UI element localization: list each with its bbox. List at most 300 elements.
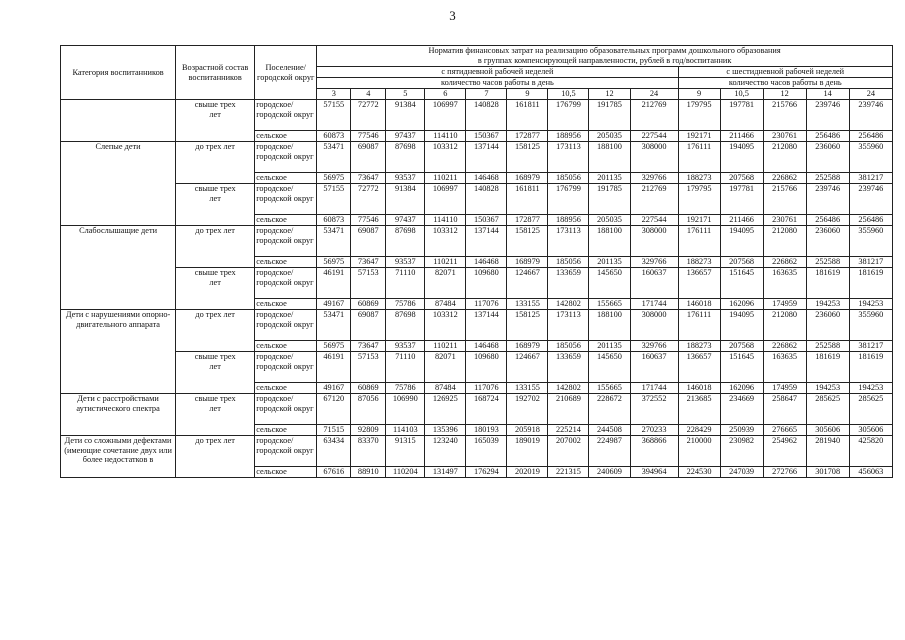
value-cell: 124667 [507,268,548,299]
value-cell: 173113 [548,226,589,257]
settlement-cell: городское/ городской округ [255,100,317,131]
value-cell: 103312 [425,226,466,257]
value-cell: 191785 [589,100,630,131]
value-cell: 207002 [548,436,589,467]
value-cell: 425820 [849,436,892,467]
value-cell: 155665 [589,299,630,310]
table-row [61,142,893,173]
value-cell: 136657 [678,352,720,383]
value-cell: 181619 [806,352,849,383]
value-cell: 188100 [589,226,630,257]
value-cell: 114110 [425,131,466,142]
value-cell: 224530 [678,467,720,478]
value-cell: 258647 [763,394,806,425]
value-cell: 91384 [386,184,425,215]
value-cell: 93537 [386,257,425,268]
value-cell: 163635 [763,268,806,299]
value-cell: 140828 [466,184,507,215]
value-cell: 168724 [466,394,507,425]
value-cell: 179795 [678,184,720,215]
value-cell: 46191 [317,352,351,383]
value-cell: 239746 [806,100,849,131]
value-cell: 226862 [763,341,806,352]
value-cell: 212080 [763,226,806,257]
value-cell: 256486 [806,131,849,142]
table-row [61,268,893,299]
value-cell: 162096 [720,383,763,394]
category-cell: Слабослышащие дети [61,226,176,310]
value-cell: 146468 [466,341,507,352]
hours-header-cell: 6 [425,89,466,100]
value-cell: 194253 [806,299,849,310]
value-cell: 114103 [386,425,425,436]
value-cell: 77546 [351,215,386,226]
value-cell: 75786 [386,383,425,394]
value-cell: 142802 [548,383,589,394]
value-cell: 285625 [806,394,849,425]
hours-header-cell: 14 [806,89,849,100]
value-cell: 252588 [806,341,849,352]
value-cell: 83370 [351,436,386,467]
value-cell: 72772 [351,184,386,215]
value-cell: 247039 [720,467,763,478]
settlement-cell: сельское [255,341,317,352]
value-cell: 239746 [806,184,849,215]
cost-norms-table [60,45,893,478]
value-cell: 174959 [763,299,806,310]
value-cell: 197781 [720,184,763,215]
value-cell: 87484 [425,299,466,310]
header-hours-six: количество часов работы в день [678,78,892,89]
value-cell: 73647 [351,173,386,184]
value-cell: 185056 [548,173,589,184]
table-row [61,184,893,215]
value-cell: 82071 [425,352,466,383]
value-cell: 137144 [466,226,507,257]
value-cell: 252588 [806,173,849,184]
value-cell: 110204 [386,467,425,478]
value-cell: 256486 [806,215,849,226]
value-cell: 49167 [317,299,351,310]
hours-header-cell: 7 [466,89,507,100]
value-cell: 234669 [720,394,763,425]
value-cell: 103312 [425,142,466,173]
value-cell: 372552 [630,394,678,425]
value-cell: 158125 [507,226,548,257]
value-cell: 176799 [548,100,589,131]
value-cell: 225214 [548,425,589,436]
value-cell: 168979 [507,341,548,352]
value-cell: 155665 [589,383,630,394]
value-cell: 146468 [466,257,507,268]
value-cell: 106997 [425,100,466,131]
value-cell: 92809 [351,425,386,436]
value-cell: 207568 [720,341,763,352]
value-cell: 110211 [425,173,466,184]
value-cell: 194095 [720,142,763,173]
value-cell: 194095 [720,226,763,257]
cost-table-wrapper [60,45,893,478]
value-cell: 97437 [386,131,425,142]
value-cell: 145650 [589,268,630,299]
value-cell: 133155 [507,383,548,394]
value-cell: 205918 [507,425,548,436]
category-cell: Дети с нарушениями опорно-двигательного аппарата [61,310,176,394]
hours-header-cell: 24 [849,89,892,100]
value-cell: 110211 [425,341,466,352]
settlement-cell: сельское [255,299,317,310]
value-cell: 87056 [351,394,386,425]
value-cell: 212080 [763,142,806,173]
hours-header-cell: 9 [678,89,720,100]
value-cell: 69087 [351,142,386,173]
header-title-line2: в группах компенсирующей направленности, рублей в год/воспитанник [317,56,893,67]
settlement-cell: городское/ городской округ [255,268,317,299]
value-cell: 368866 [630,436,678,467]
value-cell: 305606 [849,425,892,436]
value-cell: 69087 [351,226,386,257]
header-age: Возрастной состав воспитанников [176,46,255,100]
value-cell: 110211 [425,257,466,268]
age-cell: до трех лет [176,436,255,478]
table-body [61,100,893,478]
value-cell: 194253 [849,383,892,394]
value-cell: 230761 [763,131,806,142]
value-cell: 71110 [386,352,425,383]
value-cell: 93537 [386,341,425,352]
settlement-cell: сельское [255,131,317,142]
value-cell: 301708 [806,467,849,478]
value-cell: 73647 [351,341,386,352]
value-cell: 197781 [720,100,763,131]
value-cell: 67120 [317,394,351,425]
header-five-day-week: с пятидневной рабочей неделей [317,67,678,78]
value-cell: 202019 [507,467,548,478]
header-settlement: Поселение/ городской округ [255,46,317,100]
value-cell: 355960 [849,310,892,341]
value-cell: 211466 [720,131,763,142]
value-cell: 227544 [630,215,678,226]
value-cell: 146018 [678,383,720,394]
value-cell: 117076 [466,383,507,394]
header-six-day-week: с шестидневной рабочей неделей [678,67,892,78]
value-cell: 56975 [317,173,351,184]
value-cell: 87484 [425,383,466,394]
value-cell: 381217 [849,173,892,184]
value-cell: 168979 [507,257,548,268]
value-cell: 236060 [806,310,849,341]
value-cell: 188273 [678,257,720,268]
value-cell: 53471 [317,310,351,341]
category-cell: Слепые дети [61,142,176,226]
value-cell: 192171 [678,215,720,226]
age-cell: свыше трех лет [176,268,255,310]
value-cell: 240609 [589,467,630,478]
value-cell: 236060 [806,226,849,257]
settlement-cell: городское/ городской округ [255,142,317,173]
value-cell: 179795 [678,100,720,131]
hours-header-cell: 12 [589,89,630,100]
value-cell: 63434 [317,436,351,467]
value-cell: 93537 [386,173,425,184]
value-cell: 308000 [630,310,678,341]
value-cell: 308000 [630,226,678,257]
value-cell: 185056 [548,257,589,268]
value-cell: 87698 [386,142,425,173]
value-cell: 355960 [849,142,892,173]
value-cell: 192171 [678,131,720,142]
value-cell: 230761 [763,215,806,226]
value-cell: 236060 [806,142,849,173]
value-cell: 73647 [351,257,386,268]
value-cell: 213685 [678,394,720,425]
settlement-cell: городское/ городской округ [255,184,317,215]
value-cell: 189019 [507,436,548,467]
value-cell: 194253 [806,383,849,394]
value-cell: 57153 [351,352,386,383]
hours-header-cell: 10,5 [720,89,763,100]
value-cell: 226862 [763,173,806,184]
value-cell: 181619 [849,352,892,383]
settlement-cell: сельское [255,383,317,394]
category-cell: Дети со сложными дефектами (имеющие сочетание двух или более недостатков в [61,436,176,478]
header-category: Категория воспитанников [61,46,176,100]
hours-header-cell: 3 [317,89,351,100]
value-cell: 151645 [720,268,763,299]
value-cell: 158125 [507,310,548,341]
value-cell: 71515 [317,425,351,436]
value-cell: 355960 [849,226,892,257]
value-cell: 150367 [466,131,507,142]
age-cell: свыше трех лет [176,100,255,142]
settlement-cell: сельское [255,215,317,226]
value-cell: 140828 [466,100,507,131]
value-cell: 57153 [351,268,386,299]
value-cell: 211466 [720,215,763,226]
settlement-cell: городское/ городской округ [255,352,317,383]
value-cell: 146018 [678,299,720,310]
value-cell: 181619 [849,268,892,299]
value-cell: 212080 [763,310,806,341]
value-cell: 394964 [630,467,678,478]
value-cell: 308000 [630,142,678,173]
value-cell: 160637 [630,352,678,383]
hours-header-cell: 4 [351,89,386,100]
value-cell: 201135 [589,173,630,184]
hours-header-cell: 5 [386,89,425,100]
value-cell: 67616 [317,467,351,478]
table-header [61,46,893,100]
value-cell: 60873 [317,131,351,142]
value-cell: 305606 [806,425,849,436]
value-cell: 133155 [507,299,548,310]
value-cell: 109680 [466,268,507,299]
value-cell: 212769 [630,184,678,215]
value-cell: 256486 [849,131,892,142]
value-cell: 215766 [763,100,806,131]
value-cell: 71110 [386,268,425,299]
value-cell: 239746 [849,100,892,131]
value-cell: 285625 [849,394,892,425]
value-cell: 53471 [317,142,351,173]
value-cell: 165039 [466,436,507,467]
value-cell: 109680 [466,352,507,383]
value-cell: 87698 [386,226,425,257]
value-cell: 124667 [507,352,548,383]
category-cell [61,100,176,142]
settlement-cell: городское/ городской округ [255,394,317,425]
value-cell: 205035 [589,215,630,226]
value-cell: 188956 [548,215,589,226]
value-cell: 256486 [849,215,892,226]
value-cell: 228429 [678,425,720,436]
value-cell: 188273 [678,173,720,184]
value-cell: 163635 [763,352,806,383]
value-cell: 329766 [630,257,678,268]
value-cell: 77546 [351,131,386,142]
value-cell: 131497 [425,467,466,478]
value-cell: 135396 [425,425,466,436]
value-cell: 270233 [630,425,678,436]
header-title-line1: Норматив финансовых затрат на реализацию образовательных программ дошкольного образования [317,46,893,57]
value-cell: 250939 [720,425,763,436]
hours-header-cell: 10,5 [548,89,589,100]
age-cell: свыше трех лет [176,394,255,436]
value-cell: 176111 [678,142,720,173]
value-cell: 56975 [317,257,351,268]
age-cell: до трех лет [176,226,255,268]
value-cell: 162096 [720,299,763,310]
table-row [61,310,893,341]
value-cell: 137144 [466,142,507,173]
value-cell: 180193 [466,425,507,436]
value-cell: 126925 [425,394,466,425]
age-cell: до трех лет [176,142,255,184]
value-cell: 221315 [548,467,589,478]
value-cell: 60869 [351,383,386,394]
value-cell: 145650 [589,352,630,383]
value-cell: 381217 [849,257,892,268]
value-cell: 161811 [507,184,548,215]
value-cell: 176111 [678,310,720,341]
value-cell: 191785 [589,184,630,215]
value-cell: 381217 [849,341,892,352]
table-row [61,352,893,383]
value-cell: 88910 [351,467,386,478]
value-cell: 276665 [763,425,806,436]
value-cell: 194095 [720,310,763,341]
value-cell: 176111 [678,226,720,257]
table-row [61,100,893,131]
value-cell: 150367 [466,215,507,226]
value-cell: 57155 [317,100,351,131]
category-cell: Дети с расстройствами аутистического спектра [61,394,176,436]
value-cell: 60869 [351,299,386,310]
value-cell: 91315 [386,436,425,467]
settlement-cell: сельское [255,257,317,268]
value-cell: 207568 [720,257,763,268]
value-cell: 254962 [763,436,806,467]
value-cell: 207568 [720,173,763,184]
value-cell: 87698 [386,310,425,341]
settlement-cell: городское/ городской округ [255,310,317,341]
value-cell: 146468 [466,173,507,184]
value-cell: 168979 [507,173,548,184]
value-cell: 176799 [548,184,589,215]
value-cell: 103312 [425,310,466,341]
value-cell: 194253 [849,299,892,310]
value-cell: 137144 [466,310,507,341]
value-cell: 215766 [763,184,806,215]
value-cell: 82071 [425,268,466,299]
value-cell: 281940 [806,436,849,467]
value-cell: 188100 [589,310,630,341]
page-number: 3 [449,8,456,23]
value-cell: 49167 [317,383,351,394]
value-cell: 53471 [317,226,351,257]
settlement-cell: сельское [255,467,317,478]
value-cell: 252588 [806,257,849,268]
value-cell: 192702 [507,394,548,425]
hours-header-cell: 12 [763,89,806,100]
value-cell: 69087 [351,310,386,341]
value-cell: 172877 [507,215,548,226]
settlement-cell: сельское [255,173,317,184]
value-cell: 133659 [548,268,589,299]
settlement-cell: городское/ городской округ [255,226,317,257]
value-cell: 272766 [763,467,806,478]
value-cell: 172877 [507,131,548,142]
value-cell: 201135 [589,257,630,268]
age-cell: до трех лет [176,310,255,352]
value-cell: 226862 [763,257,806,268]
value-cell: 185056 [548,341,589,352]
hours-header-cell: 24 [630,89,678,100]
value-cell: 161811 [507,100,548,131]
value-cell: 46191 [317,268,351,299]
value-cell: 239746 [849,184,892,215]
value-cell: 106997 [425,184,466,215]
value-cell: 60873 [317,215,351,226]
value-cell: 173113 [548,142,589,173]
value-cell: 210000 [678,436,720,467]
value-cell: 57155 [317,184,351,215]
value-cell: 56975 [317,341,351,352]
settlement-cell: городское/ городской округ [255,436,317,467]
value-cell: 174959 [763,383,806,394]
value-cell: 176294 [466,467,507,478]
value-cell: 244508 [589,425,630,436]
value-cell: 205035 [589,131,630,142]
value-cell: 329766 [630,173,678,184]
value-cell: 171744 [630,299,678,310]
settlement-cell: сельское [255,425,317,436]
value-cell: 158125 [507,142,548,173]
value-cell: 224987 [589,436,630,467]
value-cell: 91384 [386,100,425,131]
value-cell: 75786 [386,299,425,310]
value-cell: 160637 [630,268,678,299]
table-row [61,226,893,257]
value-cell: 117076 [466,299,507,310]
value-cell: 173113 [548,310,589,341]
value-cell: 72772 [351,100,386,131]
age-cell: свыше трех лет [176,352,255,394]
age-cell: свыше трех лет [176,184,255,226]
value-cell: 456063 [849,467,892,478]
value-cell: 136657 [678,268,720,299]
value-cell: 123240 [425,436,466,467]
